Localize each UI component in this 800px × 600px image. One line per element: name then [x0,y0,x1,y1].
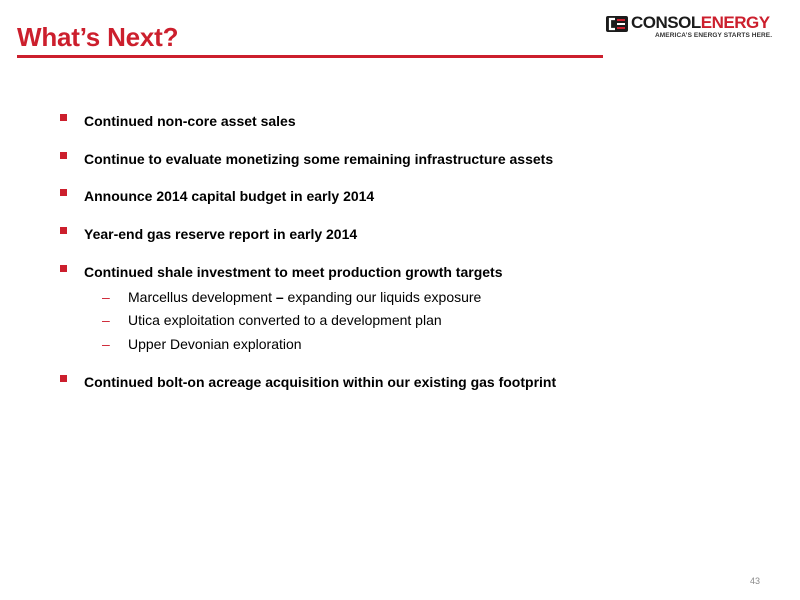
logo-tagline: AMERICA’S ENERGY STARTS HERE. [655,32,773,39]
bullet-square-icon [60,152,67,159]
logo-word-energy: ENERGY [700,13,770,32]
bullet-item [60,112,760,132]
bullet-text: Year-end gas reserve report in early 2014 [84,226,358,242]
consol-energy-logo-icon [606,16,628,32]
bullet-square-icon [60,114,67,121]
sub-text-lead: Marcellus development [128,289,276,305]
sub-bullet-dash: – [102,312,110,328]
sub-bullet-item [102,311,752,329]
bullet-item [60,187,760,207]
bullet-item [60,373,760,393]
bullet-text: Continued bolt-on acreage acquisition within our existing gas footprint [84,374,557,390]
bullet-item [60,263,760,283]
sub-bullet-item [102,288,752,306]
bullet-square-icon [60,189,67,196]
logo-word-consol: CONSOL [631,13,701,32]
sub-bullet-text: Upper Devonian exploration [128,336,302,352]
sub-bullet-item [102,335,752,353]
sub-text-rest: expanding our liquids exposure [283,289,482,305]
bullet-item [60,225,760,245]
title-underline [17,55,603,58]
logo-wordmark [631,14,770,32]
company-logo [606,14,786,44]
sub-text-dash: – [275,289,284,305]
bullet-text: Continue to evaluate monetizing some remaining infrastructure assets [84,151,554,167]
bullet-text: Continued non-core asset sales [84,113,296,129]
page-title: What’s Next? [17,22,179,52]
bullet-text: Continued shale investment to meet production growth targets [84,264,503,280]
sub-bullet-text: Utica exploitation converted to a development plan [128,312,442,328]
page-number: 43 [750,576,761,586]
bullet-item [60,150,760,170]
bullet-text: Announce 2014 capital budget in early 2014 [84,188,375,204]
sub-bullet-dash: – [102,336,110,352]
bullet-square-icon [60,265,67,272]
sub-bullet-text [128,288,481,306]
bullet-square-icon [60,227,67,234]
sub-bullet-dash: – [102,289,110,305]
bullet-square-icon [60,375,67,382]
